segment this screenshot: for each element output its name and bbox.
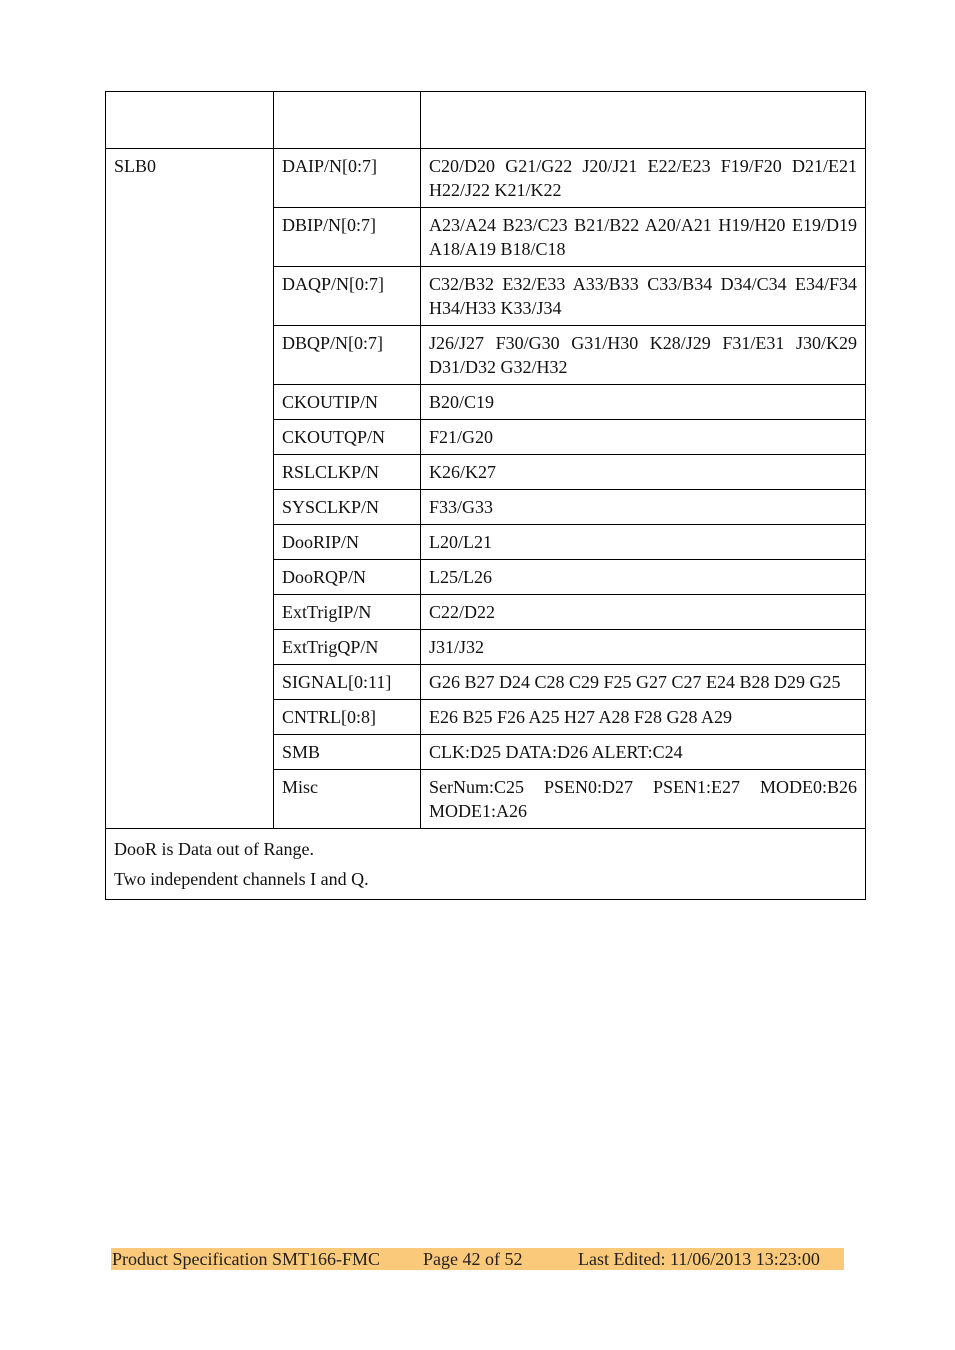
pins-cell: G26 B27 D24 C28 C29 F25 G27 C27 E24 B28 D29 G25 <box>421 665 866 700</box>
pins-cell: SerNum:C25 PSEN0:D27 PSEN1:E27 MODE0:B26 MODE1:A26 <box>421 770 866 829</box>
pins-cell: L25/L26 <box>421 560 866 595</box>
note-line: Two independent channels I and Q. <box>114 869 369 889</box>
pins-cell: C20/D20 G21/G22 J20/J21 E22/E23 F19/F20 D21/E21 H22/J22 K21/K22 <box>421 149 866 208</box>
pin-assignment-table <box>105 91 866 900</box>
pins-cell: L20/L21 <box>421 525 866 560</box>
empty-header-row <box>106 92 866 149</box>
pins-cell: F21/G20 <box>421 420 866 455</box>
signal-cell: DAQP/N[0:7] <box>274 267 421 326</box>
signal-cell: DBQP/N[0:7] <box>274 326 421 385</box>
pins-cell: K26/K27 <box>421 455 866 490</box>
signal-cell: DooRIP/N <box>274 525 421 560</box>
pins-cell: C32/B32 E32/E33 A33/B33 C33/B34 D34/C34 E34/F34 H34/H33 K33/J34 <box>421 267 866 326</box>
signal-cell: DooRQP/N <box>274 560 421 595</box>
header-cell <box>421 92 866 149</box>
signal-cell: RSLCLKP/N <box>274 455 421 490</box>
pins-cell: A23/A24 B23/C23 B21/B22 A20/A21 H19/H20 E19/D19 A18/A19 B18/C18 <box>421 208 866 267</box>
notes-row <box>106 829 866 900</box>
signal-cell: DAIP/N[0:7] <box>274 149 421 208</box>
signal-cell: DBIP/N[0:7] <box>274 208 421 267</box>
signal-cell: ExtTrigIP/N <box>274 595 421 630</box>
signal-cell: SMB <box>274 735 421 770</box>
signal-cell: CKOUTIP/N <box>274 385 421 420</box>
pins-cell: CLK:D25 DATA:D26 ALERT:C24 <box>421 735 866 770</box>
table-row <box>106 149 866 208</box>
pins-cell: F33/G33 <box>421 490 866 525</box>
pins-cell: J31/J32 <box>421 630 866 665</box>
signal-cell: Misc <box>274 770 421 829</box>
signal-cell: CKOUTQP/N <box>274 420 421 455</box>
notes-cell <box>106 829 866 900</box>
note-line: DooR is Data out of Range. <box>114 839 314 859</box>
pins-cell: J26/J27 F30/G30 G31/H30 K28/J29 F31/E31 J30/K29 D31/D32 G32/H32 <box>421 326 866 385</box>
group-label-cell: SLB0 <box>106 149 274 829</box>
signal-cell: SIGNAL[0:11] <box>274 665 421 700</box>
pins-cell: B20/C19 <box>421 385 866 420</box>
footer-product: Product Specification SMT166-FMC <box>112 1249 380 1269</box>
header-cell <box>274 92 421 149</box>
pins-cell: C22/D22 <box>421 595 866 630</box>
signal-cell: ExtTrigQP/N <box>274 630 421 665</box>
signal-cell: SYSCLKP/N <box>274 490 421 525</box>
footer-last-edited: Last Edited: 11/06/2013 13:23:00 <box>578 1249 820 1269</box>
header-cell <box>106 92 274 149</box>
footer-page-number: Page 42 of 52 <box>423 1249 523 1269</box>
pins-cell: E26 B25 F26 A25 H27 A28 F28 G28 A29 <box>421 700 866 735</box>
page-footer <box>111 1248 844 1270</box>
signal-cell: CNTRL[0:8] <box>274 700 421 735</box>
